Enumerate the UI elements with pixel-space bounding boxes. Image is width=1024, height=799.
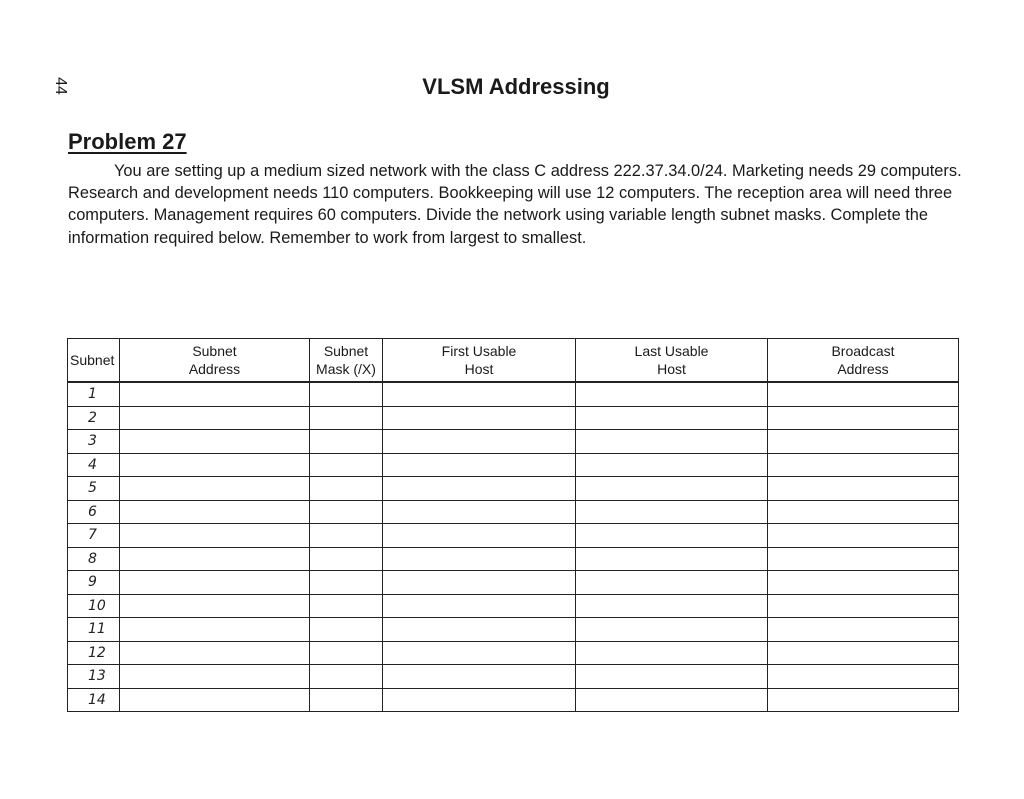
first-usable-host-cell[interactable] bbox=[383, 430, 576, 454]
row-number: 8 bbox=[68, 547, 120, 571]
first-usable-host-cell[interactable] bbox=[383, 500, 576, 524]
first-usable-host-cell[interactable] bbox=[383, 382, 576, 406]
table-row bbox=[68, 618, 959, 642]
row-number: 7 bbox=[68, 524, 120, 548]
subnet-mask-cell[interactable] bbox=[310, 547, 383, 571]
broadcast-address-cell[interactable] bbox=[768, 406, 959, 430]
first-usable-host-cell[interactable] bbox=[383, 477, 576, 501]
row-number: 12 bbox=[68, 641, 120, 665]
header-last-usable-host bbox=[576, 339, 768, 383]
row-number: 13 bbox=[68, 665, 120, 689]
subnet-mask-cell[interactable] bbox=[310, 594, 383, 618]
subnet-address-cell[interactable] bbox=[120, 453, 310, 477]
problem-heading: Problem 27 bbox=[68, 129, 187, 154]
first-usable-host-cell[interactable] bbox=[383, 524, 576, 548]
table-row bbox=[68, 477, 959, 501]
last-usable-host-cell[interactable] bbox=[576, 477, 768, 501]
page-title: VLSM Addressing bbox=[422, 74, 610, 99]
broadcast-address-cell[interactable] bbox=[768, 500, 959, 524]
subnet-address-cell[interactable] bbox=[120, 430, 310, 454]
table-row bbox=[68, 524, 959, 548]
header-subnet-address-line1: Subnet bbox=[192, 343, 237, 359]
row-number: 4 bbox=[68, 453, 120, 477]
broadcast-address-cell[interactable] bbox=[768, 477, 959, 501]
subnet-address-cell[interactable] bbox=[120, 594, 310, 618]
problem-description: You are setting up a medium sized network with the class C address 222.37.34.0/24. Marketing needs 29 computers. Research and development needs 110 computers. Bookkeeping will use 12 computers. The reception area will need three computers. Management requires 60 computers. Divide the network using variable length subnet masks. Complete the information required below. Remember to work from largest to smallest. bbox=[68, 162, 962, 247]
last-usable-host-cell[interactable] bbox=[576, 618, 768, 642]
subnet-mask-cell[interactable] bbox=[310, 477, 383, 501]
subnet-mask-cell[interactable] bbox=[310, 665, 383, 689]
subnet-mask-cell[interactable] bbox=[310, 524, 383, 548]
subnet-address-cell[interactable] bbox=[120, 477, 310, 501]
first-usable-host-cell[interactable] bbox=[383, 547, 576, 571]
header-subnet-address bbox=[120, 339, 310, 383]
table-row bbox=[68, 430, 959, 454]
row-number: 2 bbox=[68, 406, 120, 430]
subnet-address-cell[interactable] bbox=[120, 406, 310, 430]
table-row bbox=[68, 665, 959, 689]
subnet-address-cell[interactable] bbox=[120, 547, 310, 571]
subnet-mask-cell[interactable] bbox=[310, 641, 383, 665]
broadcast-address-cell[interactable] bbox=[768, 594, 959, 618]
broadcast-address-cell[interactable] bbox=[768, 571, 959, 595]
subnet-address-cell[interactable] bbox=[120, 688, 310, 712]
subnet-mask-cell[interactable] bbox=[310, 618, 383, 642]
subnet-mask-cell[interactable] bbox=[310, 406, 383, 430]
subnet-address-cell[interactable] bbox=[120, 571, 310, 595]
subnet-mask-cell[interactable] bbox=[310, 430, 383, 454]
last-usable-host-cell[interactable] bbox=[576, 430, 768, 454]
last-usable-host-cell[interactable] bbox=[576, 571, 768, 595]
table-row bbox=[68, 406, 959, 430]
header-subnet-mask bbox=[310, 339, 383, 383]
last-usable-host-cell[interactable] bbox=[576, 524, 768, 548]
subnet-mask-cell[interactable] bbox=[310, 571, 383, 595]
subnet-address-cell[interactable] bbox=[120, 618, 310, 642]
broadcast-address-cell[interactable] bbox=[768, 430, 959, 454]
row-number: 11 bbox=[68, 618, 120, 642]
table-row bbox=[68, 500, 959, 524]
last-usable-host-cell[interactable] bbox=[576, 382, 768, 406]
broadcast-address-cell[interactable] bbox=[768, 665, 959, 689]
row-number: 1 bbox=[68, 382, 120, 406]
first-usable-host-cell[interactable] bbox=[383, 665, 576, 689]
broadcast-address-cell[interactable] bbox=[768, 524, 959, 548]
first-usable-host-cell[interactable] bbox=[383, 406, 576, 430]
broadcast-address-cell[interactable] bbox=[768, 641, 959, 665]
page-number: 44 bbox=[52, 77, 69, 95]
subnet-address-cell[interactable] bbox=[120, 500, 310, 524]
first-usable-host-cell[interactable] bbox=[383, 594, 576, 618]
first-usable-host-cell[interactable] bbox=[383, 688, 576, 712]
subnet-mask-cell[interactable] bbox=[310, 453, 383, 477]
table-row bbox=[68, 453, 959, 477]
header-first-usable-line2: Host bbox=[464, 361, 494, 377]
row-number: 9 bbox=[68, 571, 120, 595]
subnet-address-cell[interactable] bbox=[120, 382, 310, 406]
header-subnet-mask-line1: Subnet bbox=[323, 343, 369, 359]
header-last-usable-line2: Host bbox=[657, 361, 686, 377]
header-last-usable-line1: Last Usable bbox=[634, 343, 709, 359]
subnet-address-cell[interactable] bbox=[120, 665, 310, 689]
first-usable-host-cell[interactable] bbox=[383, 641, 576, 665]
subnet-address-cell[interactable] bbox=[120, 641, 310, 665]
last-usable-host-cell[interactable] bbox=[576, 688, 768, 712]
table-row bbox=[68, 641, 959, 665]
header-subnet-mask-line2: Mask (/X) bbox=[316, 361, 376, 377]
row-number: 3 bbox=[68, 430, 120, 454]
last-usable-host-cell[interactable] bbox=[576, 406, 768, 430]
header-subnet-address-line2: Address bbox=[188, 361, 241, 377]
subnet-address-cell[interactable] bbox=[120, 524, 310, 548]
broadcast-address-cell[interactable] bbox=[768, 618, 959, 642]
last-usable-host-cell[interactable] bbox=[576, 547, 768, 571]
last-usable-host-cell[interactable] bbox=[576, 500, 768, 524]
row-number: 10 bbox=[68, 594, 120, 618]
table-header-row bbox=[68, 339, 959, 383]
subnet-mask-cell[interactable] bbox=[310, 500, 383, 524]
header-first-usable-line1: First Usable bbox=[441, 343, 517, 359]
first-usable-host-cell[interactable] bbox=[383, 571, 576, 595]
header-broadcast-address bbox=[768, 339, 959, 383]
row-number: 5 bbox=[68, 477, 120, 501]
header-subnet-line1: Subnet bbox=[70, 352, 115, 368]
header-broadcast-line2: Address bbox=[837, 361, 889, 377]
table-row bbox=[68, 382, 959, 406]
table-row bbox=[68, 688, 959, 712]
last-usable-host-cell[interactable] bbox=[576, 594, 768, 618]
table-row bbox=[68, 547, 959, 571]
vlsm-table bbox=[67, 338, 959, 712]
table-row bbox=[68, 571, 959, 595]
subnet-mask-cell[interactable] bbox=[310, 382, 383, 406]
first-usable-host-cell[interactable] bbox=[383, 453, 576, 477]
broadcast-address-cell[interactable] bbox=[768, 453, 959, 477]
last-usable-host-cell[interactable] bbox=[576, 665, 768, 689]
broadcast-address-cell[interactable] bbox=[768, 382, 959, 406]
table-row bbox=[68, 594, 959, 618]
first-usable-host-cell[interactable] bbox=[383, 618, 576, 642]
header-broadcast-line1: Broadcast bbox=[831, 343, 895, 359]
last-usable-host-cell[interactable] bbox=[576, 453, 768, 477]
subnet-mask-cell[interactable] bbox=[310, 688, 383, 712]
header-first-usable-host bbox=[383, 339, 576, 383]
header-subnet bbox=[68, 339, 120, 383]
broadcast-address-cell[interactable] bbox=[768, 688, 959, 712]
broadcast-address-cell[interactable] bbox=[768, 547, 959, 571]
row-number: 14 bbox=[68, 688, 120, 712]
last-usable-host-cell[interactable] bbox=[576, 641, 768, 665]
row-number: 6 bbox=[68, 500, 120, 524]
